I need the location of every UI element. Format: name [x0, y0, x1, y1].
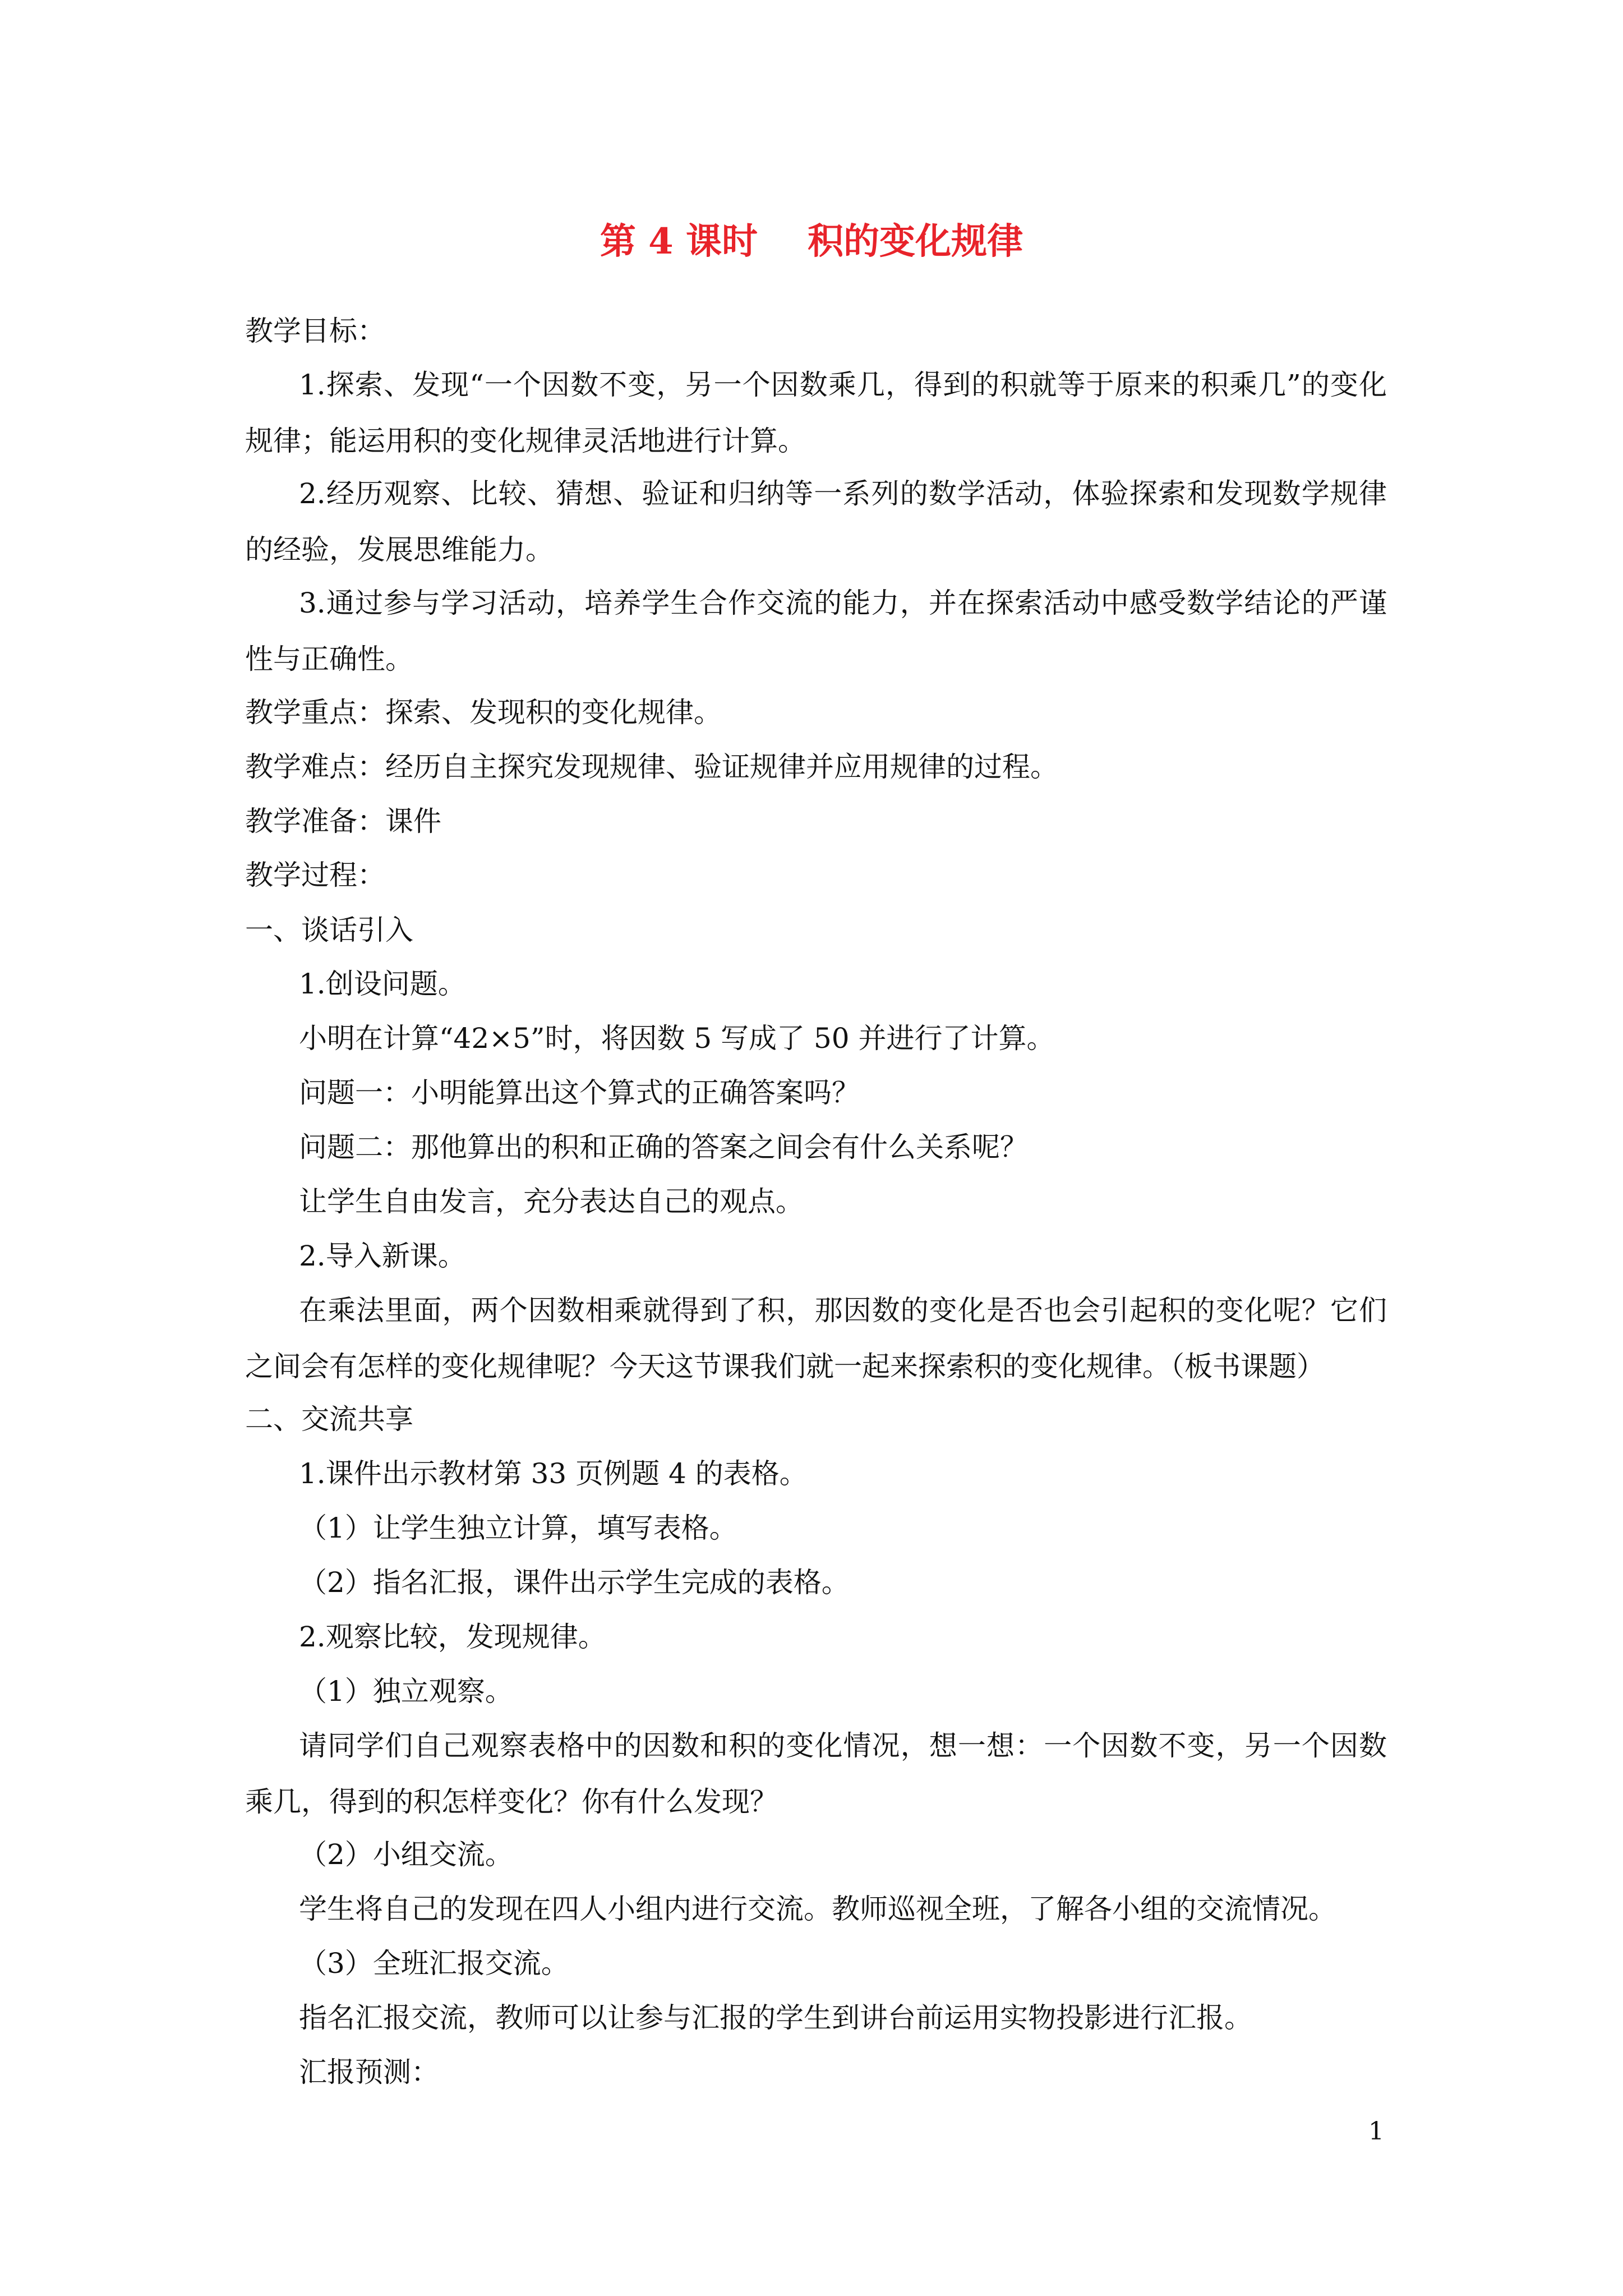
question-1: 问题一：小明能算出这个算式的正确答案吗？ [299, 1076, 860, 1109]
step-1-2: 2.导入新课。 [299, 1240, 466, 1272]
paragraph-group: 学生将自己的发现在四人小组内进行交流。教师巡视全班，了解各小组的交流情况。 [299, 1893, 1336, 1925]
paragraph-intro-new-lesson: 在乘法里面，两个因数相乘就得到了积，那因数的变化是否也会引起积的变化呢？它们之间会有怎样的变化规律呢？今天这节课我们就一起来探索积的变化规律。（板书课题） [245, 1294, 1387, 1383]
step-1-1: 1.创设问题。 [299, 968, 466, 1000]
paragraph-prediction: 汇报预测： [299, 2056, 439, 2088]
step-2-2-c: （3）全班汇报交流。 [299, 1947, 569, 1980]
step-2-2-a: （1）独立观察。 [299, 1675, 513, 1708]
key-point: 教学重点：探索、发现积的变化规律。 [245, 696, 722, 729]
step-2-2-b: （2）小组交流。 [299, 1838, 513, 1871]
objective-1: 1.探索、发现“一个因数不变，另一个因数乘几，得到的积就等于原来的积乘几”的变化规律；能运用积的变化规律灵活地进行计算。 [245, 369, 1387, 457]
heading-part-1: 一、谈话引入 [245, 914, 413, 946]
objective-3: 3.通过参与学习活动，培养学生合作交流的能力，并在探索活动中感受数学结论的严谨性与正确性。 [245, 587, 1387, 675]
step-2-2: 2.观察比较，发现规律。 [299, 1621, 606, 1653]
page-number: 1 [1368, 2117, 1384, 2146]
paragraph-observe: 请同学们自己观察表格中的因数和积的变化情况，想一想：一个因数不变，另一个因数乘几，得到的积怎样变化？你有什么发现？ [245, 1729, 1387, 1818]
objective-2: 2.经历观察、比较、猜想、验证和归纳等一系列的数学活动，体验探索和发现数学规律的经验，发展思维能力。 [245, 477, 1387, 566]
step-2-1: 1.课件出示教材第 33 页例题 4 的表格。 [299, 1457, 808, 1490]
heading-part-2: 二、交流共享 [245, 1403, 413, 1435]
paragraph-xiaoming: 小明在计算“42×5”时，将因数 5 写成了 50 并进行了计算。 [299, 1022, 1055, 1055]
paragraph-report: 指名汇报交流，教师可以让参与汇报的学生到讲台前运用实物投影进行汇报。 [299, 2001, 1252, 2034]
preparation: 教学准备：课件 [245, 805, 441, 838]
document-title: 第 4 课时 积的变化规律 [600, 220, 1023, 263]
step-2-1-b: （2）指名汇报，课件出示学生完成的表格。 [299, 1566, 850, 1599]
step-2-1-a: （1）让学生独立计算，填写表格。 [299, 1512, 737, 1544]
section-label-objectives: 教学目标： [245, 315, 385, 347]
question-2: 问题二：那他算出的积和正确的答案之间会有什么关系呢？ [299, 1131, 1028, 1163]
section-label-process: 教学过程： [245, 859, 385, 891]
difficult-point: 教学难点：经历自主探究发现规律、验证规律并应用规律的过程。 [245, 751, 1058, 783]
paragraph-discussion: 让学生自由发言，充分表达自己的观点。 [299, 1185, 804, 1218]
